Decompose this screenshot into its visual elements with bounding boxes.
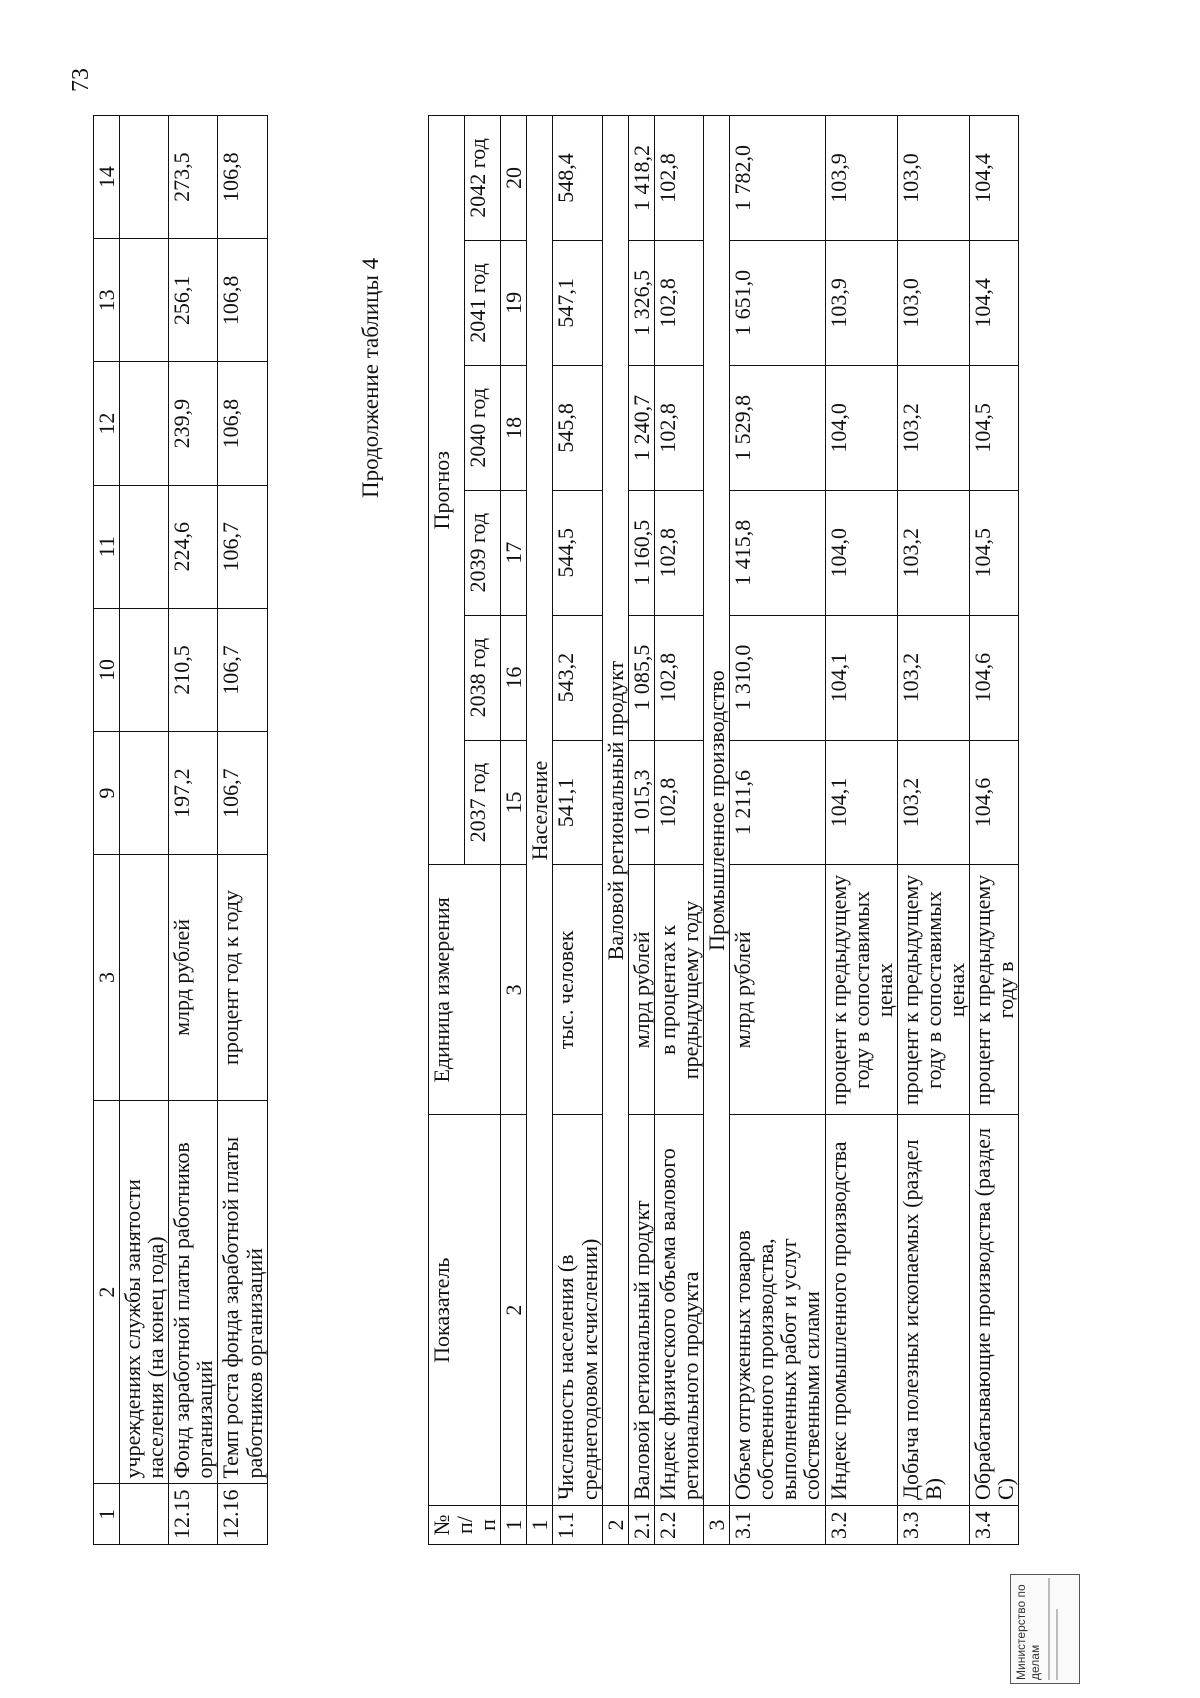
year-header-cell: 2041 год [465, 240, 501, 365]
indicator-cell: Индекс промышленного производства [825, 1115, 897, 1506]
value-cell [120, 608, 169, 731]
value-cell: 104,0 [825, 365, 897, 490]
value-cell: 102,8 [654, 615, 703, 740]
column-number-cell: 19 [501, 240, 527, 365]
table-row [897, 116, 969, 1545]
value-cell: 210,5 [169, 608, 218, 731]
continuation-label: Продолжение таблицы 4 [358, 257, 383, 498]
value-cell [120, 116, 169, 239]
indicator-cell: Обрабатывающие производства (раздел C) [970, 1115, 1019, 1506]
section-title-cell: Население [527, 116, 553, 1506]
value-cell: 106,7 [218, 732, 267, 855]
value-cell: 1 160,5 [628, 490, 654, 615]
unit-cell: тыс. человек [553, 865, 602, 1115]
unit-cell: млрд рублей [628, 865, 654, 1115]
section-number-cell: 3 [704, 1506, 730, 1545]
table-row [970, 116, 1019, 1545]
section-row [527, 116, 553, 1545]
ministry-stamp [1010, 1574, 1080, 1684]
table-row [120, 116, 169, 1545]
column-number-cell: 10 [94, 608, 120, 731]
table-main [428, 115, 1019, 1545]
value-cell: 106,8 [218, 239, 267, 362]
section-title-cell: Промышленное производство [704, 116, 730, 1506]
value-cell: 545,8 [553, 365, 602, 490]
unit-cell [120, 855, 169, 1100]
table-row [730, 116, 825, 1545]
value-cell [120, 362, 169, 485]
row-number-cell [120, 1484, 169, 1545]
value-cell: 224,6 [169, 485, 218, 608]
value-cell: 1 211,6 [730, 740, 825, 865]
unit-cell: процент к предыдущему году в [970, 865, 1019, 1115]
unit-cell: процент год к году [218, 855, 267, 1100]
column-number-cell: 15 [501, 740, 527, 865]
indicator-cell: Индекс физического объема валового регионального продукта [654, 1115, 703, 1506]
row-number-cell: 3.2 [825, 1506, 897, 1545]
column-number-cell: 1 [94, 1484, 120, 1545]
year-header-cell: 2042 год [465, 116, 501, 241]
indicator-cell: Объем отгруженных товаров собственного производства, выполненных работ и услуг собственными силами [730, 1115, 825, 1506]
stamp-text: Министерство по делам [1014, 1584, 1042, 1680]
value-cell: 104,4 [970, 116, 1019, 241]
value-cell: 1 310,0 [730, 615, 825, 740]
value-cell: 1 529,8 [730, 365, 825, 490]
value-cell: 543,2 [553, 615, 602, 740]
column-number-cell: 9 [94, 732, 120, 855]
value-cell: 104,5 [970, 365, 1019, 490]
value-cell: 106,7 [218, 485, 267, 608]
value-cell: 104,5 [970, 490, 1019, 615]
value-cell: 1 651,0 [730, 240, 825, 365]
header-unit: Единица измерения [429, 865, 501, 1115]
column-number-cell: 12 [94, 362, 120, 485]
column-number-cell: 13 [94, 239, 120, 362]
year-header-cell: 2039 год [465, 490, 501, 615]
table-row [553, 116, 602, 1545]
column-number-cell: 16 [501, 615, 527, 740]
column-number-cell: 2 [501, 1115, 527, 1506]
value-cell: 103,2 [897, 365, 969, 490]
column-number-cell: 20 [501, 116, 527, 241]
table-top [93, 115, 268, 1545]
row-number-cell: 12.16 [218, 1484, 267, 1545]
value-cell: 103,9 [825, 240, 897, 365]
header-column-numbers-row [501, 116, 527, 1545]
column-number-cell: 17 [501, 490, 527, 615]
indicator-cell: учреждениях службы занятости населения (на конец года) [120, 1100, 169, 1484]
page-number: 73 [68, 68, 94, 92]
value-cell: 1 415,8 [730, 490, 825, 615]
section-row [704, 116, 730, 1545]
value-cell: 102,8 [654, 490, 703, 615]
value-cell: 102,8 [654, 116, 703, 241]
header-indicator: Показатель [429, 1115, 501, 1506]
row-number-cell: 2.2 [654, 1506, 703, 1545]
indicator-cell: Фонд заработной платы работников организаций [169, 1100, 218, 1484]
row-number-cell: 3.3 [897, 1506, 969, 1545]
value-cell: 106,8 [218, 362, 267, 485]
value-cell: 104,6 [970, 615, 1019, 740]
section-title-cell: Валовой региональный продукт [602, 116, 628, 1506]
header-num: № п/п [429, 1506, 501, 1545]
value-cell: 544,5 [553, 490, 602, 615]
column-number-cell: 3 [94, 855, 120, 1100]
header-forecast: Прогноз [429, 116, 465, 865]
column-number-cell: 11 [94, 485, 120, 608]
value-cell [120, 732, 169, 855]
value-cell: 197,2 [169, 732, 218, 855]
row-number-cell: 12.15 [169, 1484, 218, 1545]
value-cell: 106,7 [218, 608, 267, 731]
unit-cell: процент к предыдущему году в сопоставимых ценах [825, 865, 897, 1115]
row-number-cell: 3.1 [730, 1506, 825, 1545]
indicator-cell: Темп роста фонда заработной платы работников организаций [218, 1100, 267, 1484]
table-row [654, 116, 703, 1545]
row-number-cell: 2.1 [628, 1506, 654, 1545]
value-cell: 1 326,5 [628, 240, 654, 365]
column-number-cell: 1 [501, 1506, 527, 1545]
value-cell: 547,1 [553, 240, 602, 365]
section-number-cell: 1 [527, 1506, 553, 1545]
value-cell: 1 085,5 [628, 615, 654, 740]
value-cell: 102,8 [654, 740, 703, 865]
value-cell: 1 782,0 [730, 116, 825, 241]
value-cell: 103,0 [897, 116, 969, 241]
value-cell: 103,2 [897, 490, 969, 615]
column-number-cell: 3 [501, 865, 527, 1115]
value-cell: 104,1 [825, 615, 897, 740]
unit-cell: млрд рублей [169, 855, 218, 1100]
unit-cell: млрд рублей [730, 865, 825, 1115]
value-cell [120, 485, 169, 608]
value-cell: 102,8 [654, 365, 703, 490]
value-cell: 548,4 [553, 116, 602, 241]
table-top-body [94, 116, 268, 1545]
value-cell: 102,8 [654, 240, 703, 365]
column-number-cell: 14 [94, 116, 120, 239]
value-cell: 273,5 [169, 116, 218, 239]
value-cell: 103,0 [897, 240, 969, 365]
row-number-cell: 3.4 [970, 1506, 1019, 1545]
value-cell: 104,4 [970, 240, 1019, 365]
value-cell: 104,1 [825, 740, 897, 865]
section-number-cell: 2 [602, 1506, 628, 1545]
column-number-cell: 2 [94, 1100, 120, 1484]
unit-cell: в процентах к предыдущему году [654, 865, 703, 1115]
value-cell: 104,0 [825, 490, 897, 615]
indicator-cell: Численность населения (в среднегодовом исчислении) [553, 1115, 602, 1506]
value-cell: 103,2 [897, 615, 969, 740]
table-top-header-row [94, 116, 120, 1545]
table-row [169, 116, 218, 1545]
indicator-cell: Добыча полезных ископаемых (раздел B) [897, 1115, 969, 1506]
value-cell: 104,6 [970, 740, 1019, 865]
value-cell: 239,9 [169, 362, 218, 485]
value-cell: 103,2 [897, 740, 969, 865]
year-header-cell: 2038 год [465, 615, 501, 740]
value-cell [120, 239, 169, 362]
table-main-body [527, 116, 1019, 1545]
year-header-cell: 2037 год [465, 740, 501, 865]
value-cell: 1 015,3 [628, 740, 654, 865]
value-cell: 1 240,7 [628, 365, 654, 490]
value-cell: 103,9 [825, 116, 897, 241]
table-row [628, 116, 654, 1545]
row-number-cell: 1.1 [553, 1506, 602, 1545]
year-header-cell: 2040 год [465, 365, 501, 490]
value-cell: 1 418,2 [628, 116, 654, 241]
value-cell: 256,1 [169, 239, 218, 362]
column-number-cell: 18 [501, 365, 527, 490]
unit-cell: процент к предыдущему году в сопоставимых ценах [897, 865, 969, 1115]
table-row [825, 116, 897, 1545]
value-cell: 106,8 [218, 116, 267, 239]
section-row [602, 116, 628, 1545]
indicator-cell: Валовой региональный продукт [628, 1115, 654, 1506]
table-row [218, 116, 267, 1545]
value-cell: 541,1 [553, 740, 602, 865]
